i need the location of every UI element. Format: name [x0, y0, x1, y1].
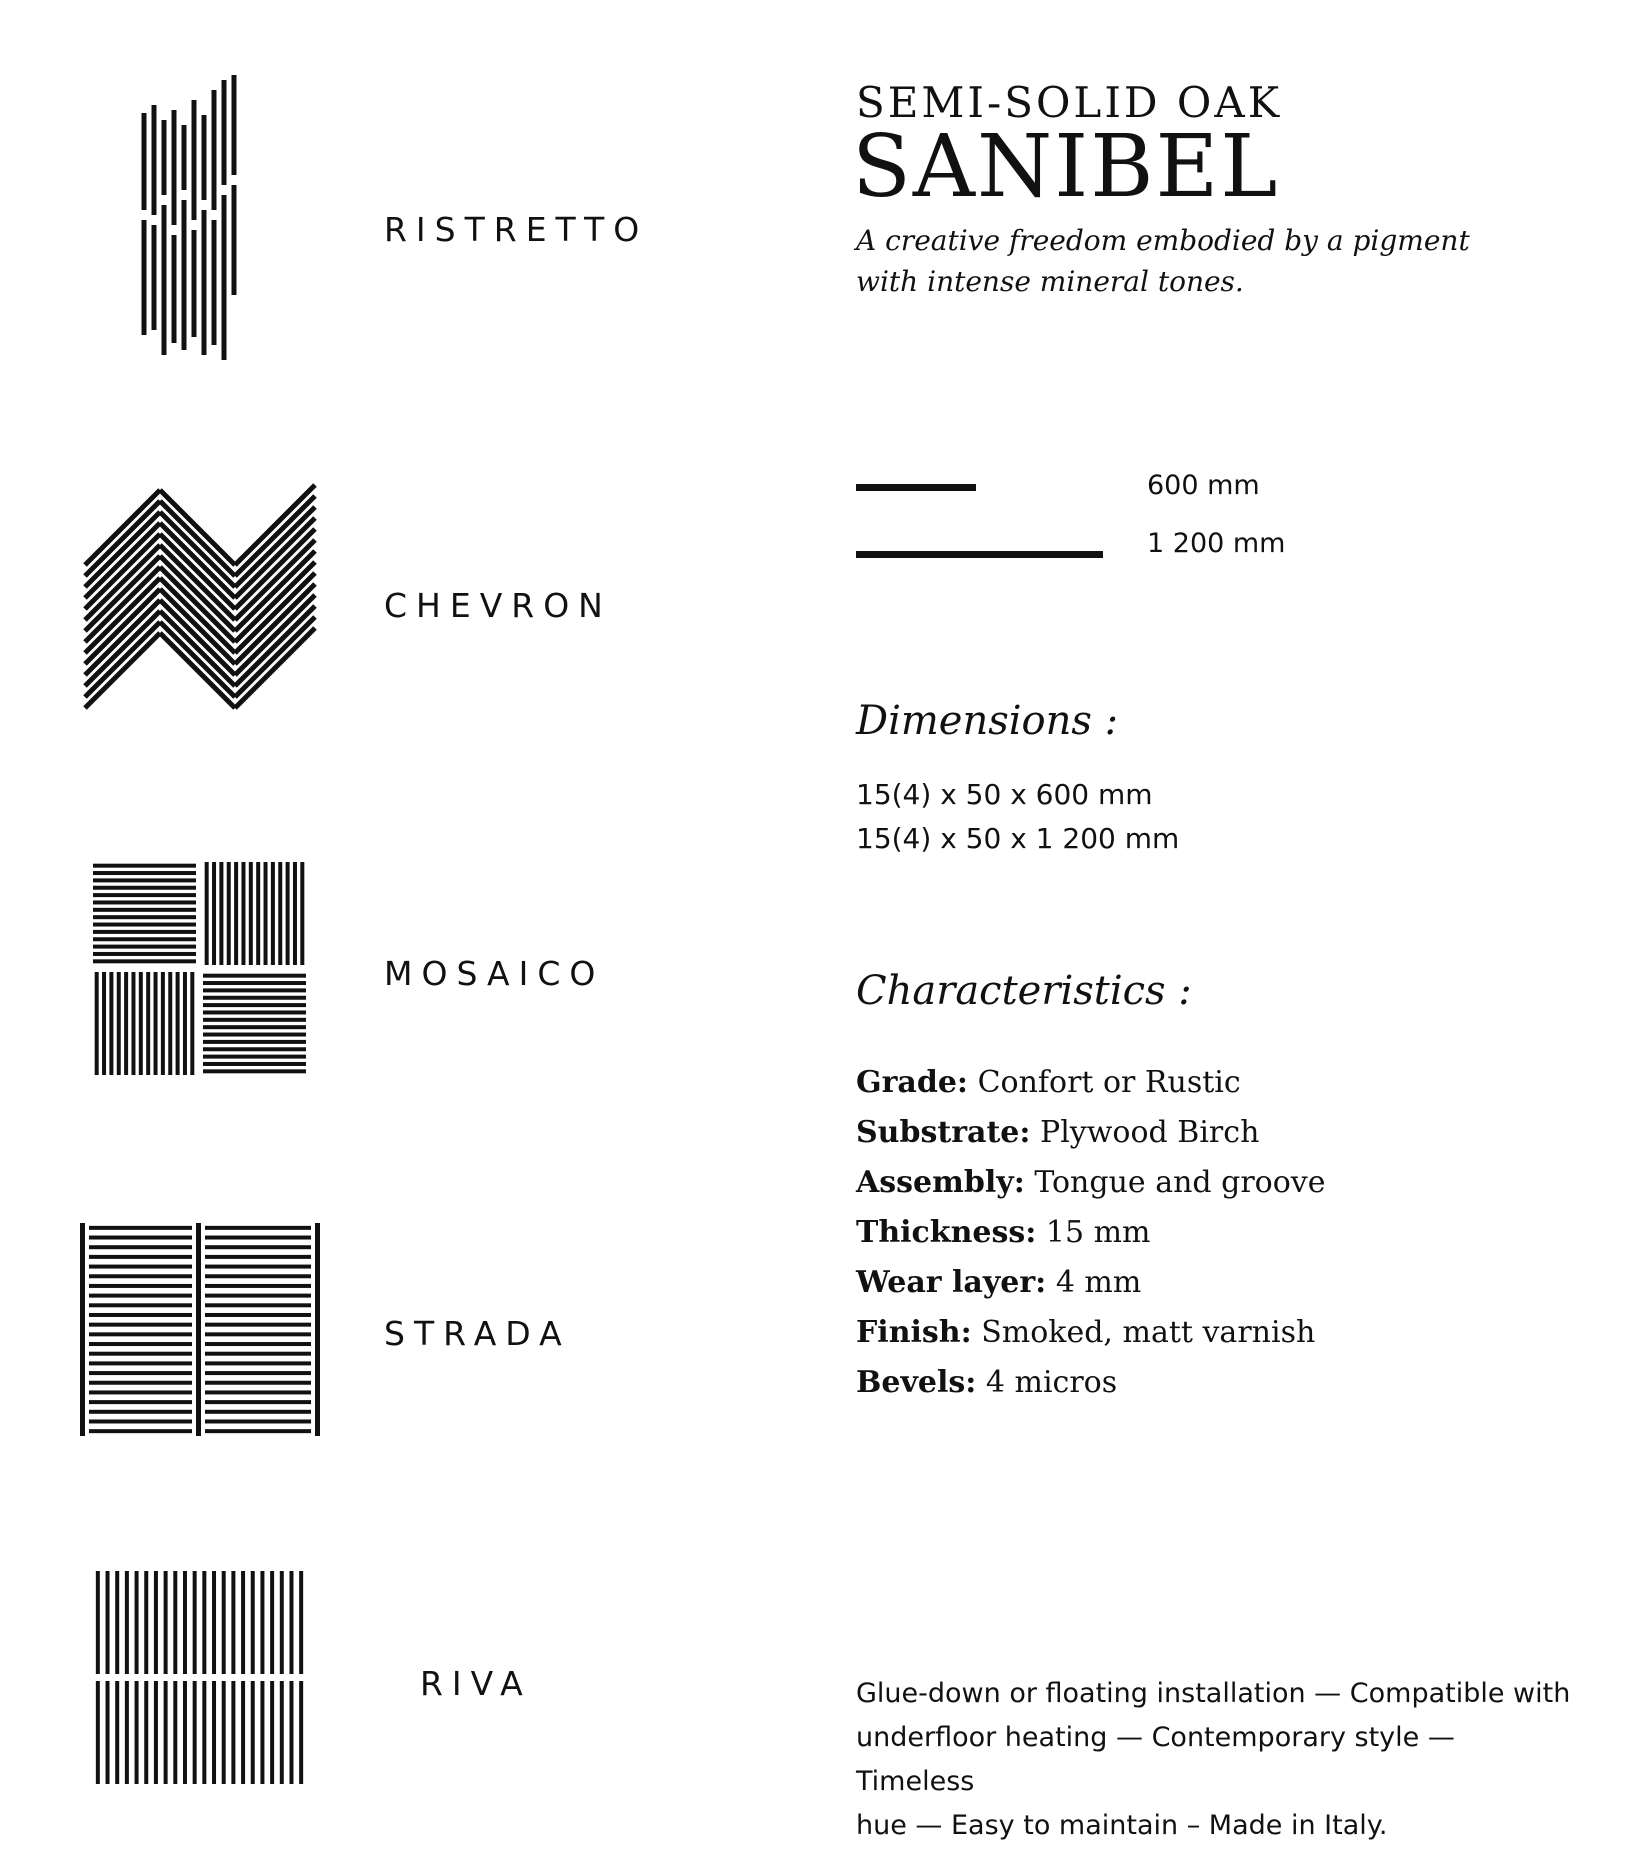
- characteristic-row: [856, 1308, 1326, 1358]
- features-line-1: Glue-down or floating installation — Compatible with: [856, 1678, 1571, 1709]
- pattern-label-strada: STRADA: [384, 1314, 571, 1353]
- characteristics-heading: Characteristics :: [856, 968, 1192, 1014]
- pattern-label-ristretto: RISTRETTO: [384, 210, 649, 249]
- product-title: SANIBEL: [852, 117, 1280, 217]
- product-tagline: [856, 220, 1576, 302]
- characteristic-value: Plywood Birch: [1040, 1115, 1260, 1150]
- characteristic-key: Wear layer:: [856, 1265, 1047, 1300]
- length-label-600: 600 mm: [1147, 470, 1260, 501]
- characteristic-value: 15 mm: [1045, 1215, 1151, 1250]
- length-bar-600: [856, 484, 976, 491]
- tagline-line-1: A creative freedom embodied by a pigment: [856, 224, 1470, 257]
- dimensions-list: [856, 773, 1179, 861]
- characteristic-value: Smoked, matt varnish: [981, 1315, 1316, 1350]
- length-bar-1200: [856, 551, 1103, 558]
- characteristic-value: 4 micros: [985, 1365, 1118, 1400]
- strada-pattern-icon: [80, 1223, 320, 1436]
- pattern-label-riva: RIVA: [420, 1664, 532, 1703]
- features-line-2: underfloor heating — Contemporary style — Timeless: [856, 1722, 1455, 1797]
- characteristic-row: [856, 1358, 1326, 1408]
- characteristic-key: Grade:: [856, 1065, 969, 1100]
- characteristic-key: Bevels:: [856, 1365, 977, 1400]
- dimensions-heading: Dimensions :: [856, 698, 1119, 744]
- tagline-line-2: with intense mineral tones.: [856, 265, 1244, 298]
- chevron-pattern-icon: [80, 480, 320, 725]
- product-subtitle: SEMI-SOLID OAK: [856, 78, 1283, 127]
- characteristic-value: Confort or Rustic: [977, 1065, 1241, 1100]
- characteristic-row: [856, 1108, 1326, 1158]
- characteristic-key: Thickness:: [856, 1215, 1037, 1250]
- length-label-1200: 1 200 mm: [1147, 528, 1286, 559]
- characteristic-row: [856, 1158, 1326, 1208]
- characteristic-row: [856, 1058, 1326, 1108]
- features-line-3: hue — Easy to maintain – Made in Italy.: [856, 1810, 1388, 1841]
- characteristic-value: Tongue and groove: [1034, 1165, 1326, 1200]
- ristretto-pattern-icon: [140, 75, 260, 365]
- features-text: [856, 1672, 1576, 1848]
- mosaico-pattern-icon: [93, 862, 306, 1075]
- riva-pattern-icon: [93, 1571, 306, 1784]
- pattern-label-chevron: CHEVRON: [384, 586, 612, 625]
- characteristic-key: Finish:: [856, 1315, 972, 1350]
- pattern-label-mosaico: MOSAICO: [384, 954, 605, 993]
- characteristics-list: [856, 1058, 1326, 1408]
- characteristic-key: Substrate:: [856, 1115, 1031, 1150]
- characteristic-row: [856, 1258, 1326, 1308]
- dimension-item: 15(4) x 50 x 600 mm: [856, 778, 1153, 811]
- dimension-item: 15(4) x 50 x 1 200 mm: [856, 822, 1180, 855]
- characteristic-row: [856, 1208, 1326, 1258]
- characteristic-key: Assembly:: [856, 1165, 1025, 1200]
- characteristic-value: 4 mm: [1055, 1265, 1142, 1300]
